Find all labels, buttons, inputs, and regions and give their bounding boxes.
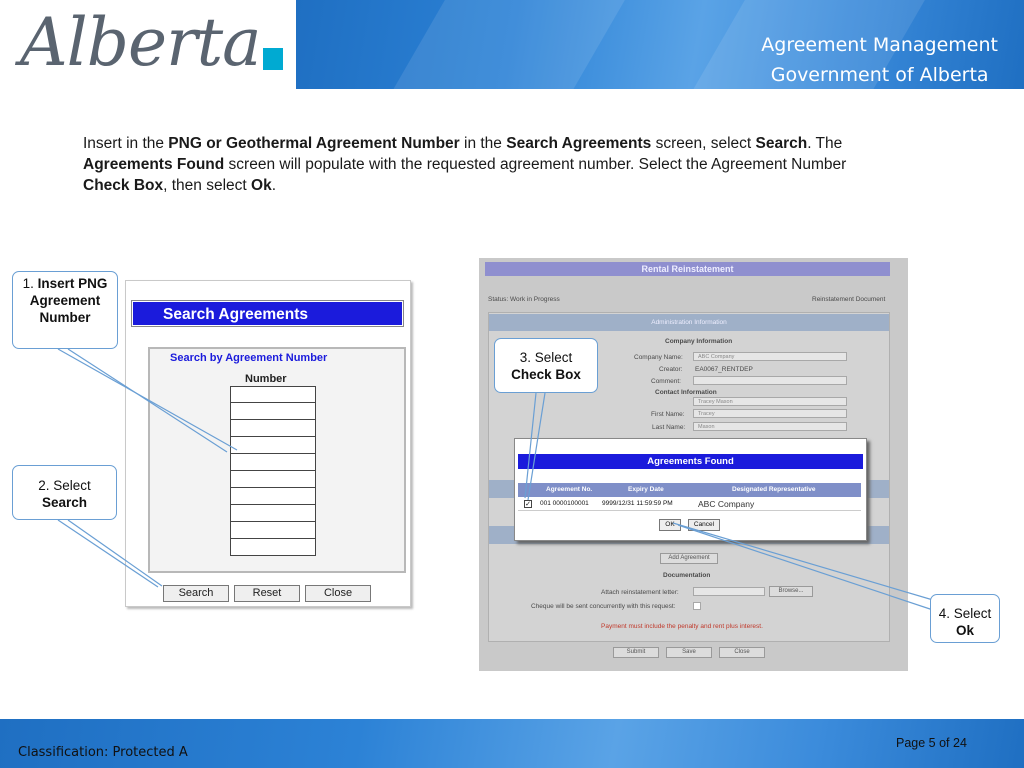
creator-value: EA0067_RENTDEP (695, 366, 753, 373)
agreement-number-input[interactable] (230, 539, 316, 556)
callout-text: 2. Select (38, 478, 91, 493)
first-name-field[interactable]: Tracey (693, 409, 847, 418)
number-column-label: Number (245, 373, 287, 385)
payment-note: Payment must include the penalty and rent plus interest. (601, 623, 763, 630)
col-rep-header: Designated Representative (732, 486, 816, 493)
search-agreements-title: Search Agreements (132, 301, 403, 326)
instr-text: Insert in the (83, 135, 169, 152)
attach-file-field[interactable] (693, 587, 765, 596)
agreement-number-input[interactable] (230, 386, 316, 403)
reset-button[interactable]: Reset (234, 585, 300, 602)
table-row[interactable] (518, 497, 861, 511)
header-title (761, 30, 998, 90)
callout-bold-text: Search (41, 495, 88, 510)
callout-select-search (12, 465, 117, 520)
attach-letter-label: Attach reinstatement letter: (601, 589, 679, 596)
agreement-number-inputs (230, 386, 316, 556)
instr-text: screen, select (651, 135, 756, 152)
callout-select-checkbox (494, 338, 598, 393)
col-expiry-header: Expiry Date (628, 486, 664, 493)
header-title-line1: Agreement Management (761, 34, 998, 56)
alberta-logo: Alberta (20, 4, 261, 81)
row-agreement-number: 001 0000100001 (540, 500, 589, 507)
callout-text: 3. Select (519, 350, 573, 365)
instr-bold: PNG or Geothermal Agreement Number (168, 135, 460, 152)
row-expiry-date: 9999/12/31 11:59:59 PM (602, 500, 673, 507)
instr-text: in the (459, 135, 507, 152)
banner-streak (376, 0, 637, 89)
instr-text: . (271, 177, 277, 194)
search-agreements-screenshot (125, 280, 411, 607)
callout-bold-text: Check Box (511, 367, 581, 382)
agreements-table-header (518, 483, 861, 497)
company-name-select[interactable]: ABC Company (693, 352, 847, 361)
instr-bold: Search (755, 135, 808, 152)
col-agreement-header: Agreement No. (546, 486, 593, 493)
instructions-text (83, 133, 963, 196)
instr-text: . The (807, 135, 843, 152)
contact-select[interactable]: Tracey Mason (693, 397, 847, 406)
comment-label: Comment: (651, 378, 681, 385)
agreements-found-dialog (514, 438, 867, 541)
contact-info-label: Contact Information (655, 389, 717, 396)
search-by-number-label: Search by Agreement Number (170, 352, 328, 364)
agreement-number-input[interactable] (230, 505, 316, 522)
agreement-number-input[interactable] (230, 454, 316, 471)
last-name-field[interactable]: Mason (693, 422, 847, 431)
callout-select-ok (930, 594, 1000, 643)
agreement-number-input[interactable] (230, 437, 316, 454)
page-number: Page 5 of 24 (896, 736, 967, 750)
agreement-number-input[interactable] (230, 488, 316, 505)
callout-text: 4. Select (938, 606, 992, 621)
rental-title: Rental Reinstatement (641, 264, 734, 274)
classification-label: Classification: Protected A (18, 745, 188, 760)
agreement-checkbox[interactable]: ✓ (525, 501, 531, 508)
instr-text: , then select (163, 177, 252, 194)
cancel-button[interactable]: Cancel (688, 519, 720, 531)
agreement-number-input[interactable] (230, 471, 316, 488)
agreement-number-input[interactable] (230, 420, 316, 437)
company-name-label: Company Name: (634, 354, 683, 361)
documentation-label: Documentation (663, 572, 711, 579)
reinstatement-document-text: Reinstatement Document (812, 296, 886, 303)
first-name-label: First Name: (651, 411, 685, 418)
agreement-number-input[interactable] (230, 522, 316, 539)
callout-bold-text: Ok (955, 623, 974, 638)
instr-bold: Search Agreements (506, 135, 652, 152)
submit-button[interactable]: Submit (613, 647, 659, 658)
cheque-checkbox[interactable] (693, 602, 701, 610)
search-button[interactable]: Search (163, 585, 229, 602)
agreement-number-input[interactable] (230, 403, 316, 420)
status-text: Status: Work in Progress (488, 296, 560, 303)
logo-accent-square (263, 48, 283, 70)
cheque-label: Cheque will be sent concurrently with this request: (531, 603, 676, 610)
instr-text: screen will populate with the requested agreement number. Select the Agreement Number (224, 156, 847, 173)
footer (0, 719, 1024, 768)
ok-button[interactable]: OK (659, 519, 681, 531)
row-designated-rep: ABC Company (698, 499, 755, 509)
instr-bold: Agreements Found (83, 156, 225, 173)
browse-button[interactable]: Browse... (769, 586, 813, 597)
admin-header: Administration Information (651, 319, 727, 326)
callout-bold-text: Insert PNG Agreement Number (29, 276, 108, 325)
company-info-label: Company Information (665, 338, 733, 345)
close-button[interactable]: Close (305, 585, 371, 602)
callout-insert-number (12, 271, 118, 349)
header-title-line2: Government of Alberta (770, 64, 989, 86)
last-name-label: Last Name: (652, 424, 686, 431)
admin-header-bar (489, 314, 889, 331)
rental-title-bar (485, 262, 890, 276)
search-by-number-panel (148, 347, 406, 573)
agreements-found-title: Agreements Found (518, 454, 863, 469)
add-agreement-button[interactable]: Add Agreement (660, 553, 718, 564)
instr-bold: Check Box (83, 177, 164, 194)
callout-step-number: 1. (22, 276, 38, 291)
save-button[interactable]: Save (666, 647, 712, 658)
rental-close-button[interactable]: Close (719, 647, 765, 658)
comment-field[interactable] (693, 376, 847, 385)
instr-bold: Ok (251, 177, 272, 194)
header (0, 0, 1024, 89)
creator-label: Creator: (659, 366, 683, 373)
